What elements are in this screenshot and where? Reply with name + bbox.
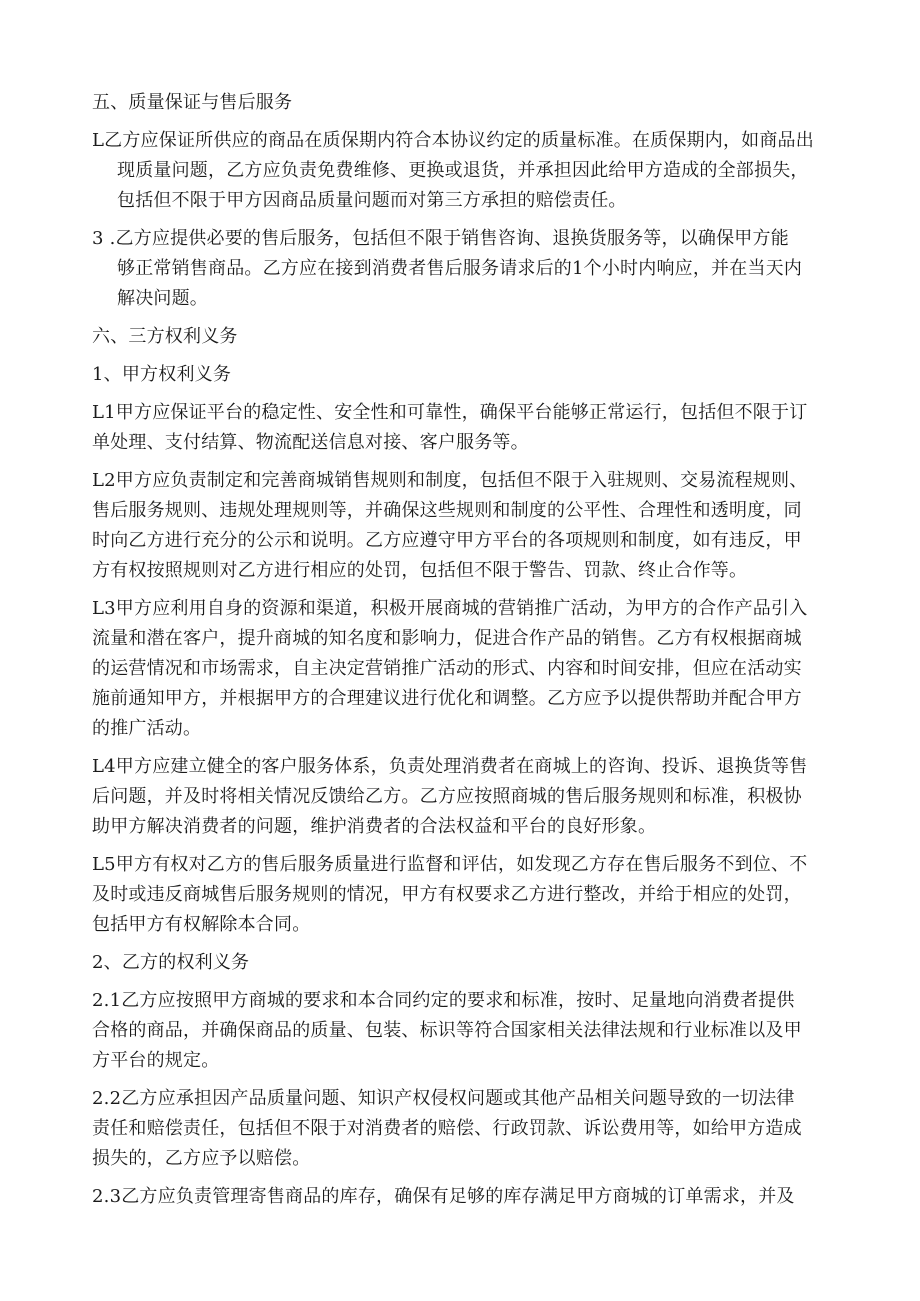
clause-6-1-2-line: L2甲方应负责制定和完善商城销售规则和制度，包括但不限于入驻规则、交易流程规则、: [92, 470, 808, 491]
section-5-heading: 五、质量保证与售后服务: [92, 92, 293, 113]
clause-6-2-3-line: 2.3乙方应负责管理寄售商品的库存，确保有足够的库存满足甲方商城的订单需求，并及: [92, 1186, 795, 1207]
clause-6-1-1-line: L1甲方应保证平台的稳定性、安全性和可靠性，确保平台能够正常运行，包括但不限于订: [92, 402, 808, 423]
clause-5-3-line: 够正常销售商品。乙方应在接到消费者售后服务请求后的1个小时内响应，并在当天内: [117, 258, 803, 279]
clause-6-2-2-line: 责任和赔偿责任，包括但不限于对消费者的赔偿、行政罚款、诉讼费用等，如给甲方造成: [92, 1118, 802, 1139]
section-6-heading: 六、三方权利义务: [92, 326, 238, 347]
section-6-2-heading: 2、乙方的权利义务: [92, 952, 250, 973]
clause-6-2-2-line: 损失的，乙方应予以赔偿。: [92, 1148, 311, 1169]
clause-6-1-3-line: 的推广活动。: [92, 718, 202, 739]
clause-6-1-5-line: 及时或违反商城售后服务规则的情况，甲方有权要求乙方进行整改，并给于相应的处罚，: [92, 884, 802, 905]
clause-6-2-2-line: 2.2乙方应承担因产品质量问题、知识产权侵权问题或其他产品相关问题导致的一切法律: [92, 1088, 795, 1109]
clause-6-2-1-line: 合格的商品，并确保商品的质量、包装、标识等符合国家相关法律法规和行业标准以及甲: [92, 1020, 802, 1041]
clause-6-1-3-line: 施前通知甲方，并根据甲方的合理建议进行优化和调整。乙方应予以提供帮助并配合甲方: [92, 688, 802, 709]
clause-5-1-line: 包括但不限于甲方因商品质量问题而对第三方承担的赔偿责任。: [117, 190, 627, 211]
clause-6-2-1-line: 2.1乙方应按照甲方商城的要求和本合同约定的要求和标准，按时、足量地向消费者提供: [92, 990, 795, 1011]
clause-6-1-2-line: 时向乙方进行充分的公示和说明。乙方应遵守甲方平台的各项规则和制度，如有违反，甲: [92, 530, 802, 551]
clause-6-1-2-line: 方有权按照规则对乙方进行相应的处罚，包括但不限于警告、罚款、终止合作等。: [92, 560, 748, 581]
clause-5-1-line: 现质量问题，乙方应负责免费维修、更换或退货，并承担因此给甲方造成的全部损失，: [117, 160, 809, 181]
clause-6-1-3-line: L3甲方应利用自身的资源和渠道，积极开展商城的营销推广活动，为甲方的合作产品引入: [92, 598, 808, 619]
clause-6-1-4-line: L4甲方应建立健全的客户服务体系，负责处理消费者在商城上的咨询、投诉、退换货等售: [92, 756, 808, 777]
clause-6-1-3-line: 的运营情况和市场需求，自主决定营销推广活动的形式、内容和时间安排，但应在活动实: [92, 658, 802, 679]
section-6-1-heading: 1、甲方权利义务: [92, 364, 232, 385]
clause-6-1-5-line: 包括甲方有权解除本合同。: [92, 914, 311, 935]
clause-6-1-2-line: 售后服务规则、违规处理规则等，并确保这些规则和制度的公平性、合理性和透明度，同: [92, 500, 802, 521]
clause-6-1-5-line: L5甲方有权对乙方的售后服务质量进行监督和评估，如发现乙方存在售后服务不到位、不: [92, 854, 808, 875]
clause-6-1-3-line: 流量和潜在客户，提升商城的知名度和影响力，促进合作产品的销售。乙方有权根据商城: [92, 628, 802, 649]
clause-5-3-line: 3 .乙方应提供必要的售后服务，包括但不限于销售咨询、退换货服务等，以确保甲方能: [92, 228, 789, 249]
clause-6-2-1-line: 方平台的规定。: [92, 1050, 220, 1071]
clause-5-1-line: L乙方应保证所供应的商品在质保期内符合本协议约定的质量标准。在质保期内，如商品出: [92, 130, 814, 151]
clause-6-1-4-line: 助甲方解决消费者的问题，维护消费者的合法权益和平台的良好形象。: [92, 816, 657, 837]
clause-6-1-4-line: 后问题，并及时将相关情况反馈给乙方。乙方应按照商城的售后服务规则和标准，积极协: [92, 786, 802, 807]
clause-6-1-1-line: 单处理、支付结算、物流配送信息对接、客户服务等。: [92, 432, 529, 453]
clause-5-3-line: 解决问题。: [117, 288, 208, 309]
